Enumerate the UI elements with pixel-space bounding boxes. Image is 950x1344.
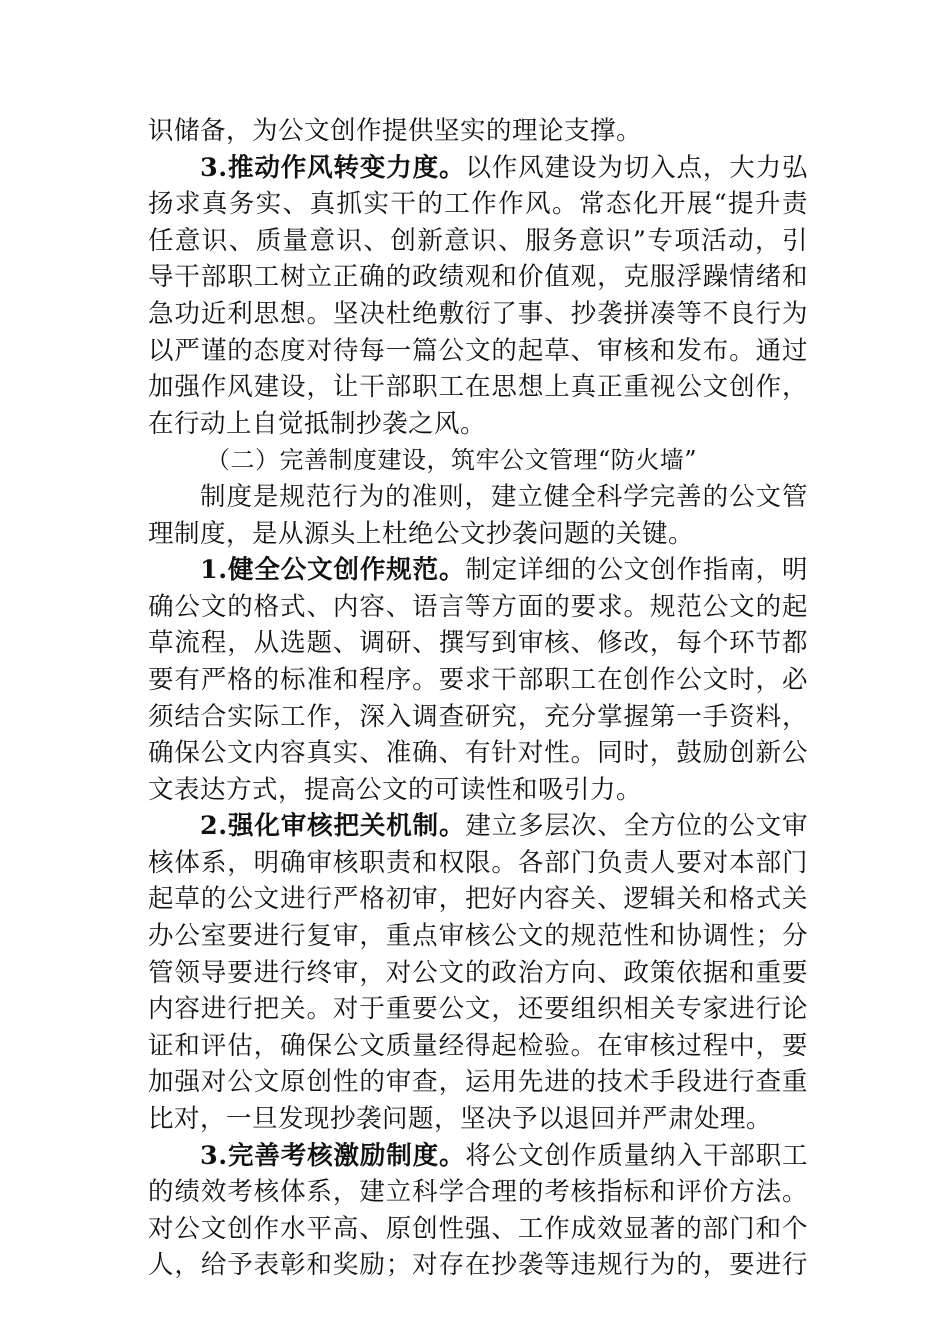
paragraph-text: 人，给予表彰和奖励；对存在抄袭等违规行为的，要进行 bbox=[148, 1250, 808, 1281]
paragraph-text: 证和评估，确保公文质量经得起检验。在审核过程中，要 bbox=[148, 1030, 808, 1061]
paragraph-lead: 3.推动作风转变力度。 bbox=[200, 152, 466, 183]
paragraph-text: 扬求真务实、真抓实干的工作作风。常态化开展“提升责 bbox=[148, 189, 808, 220]
paragraph-line bbox=[148, 516, 808, 553]
paragraph-text: 制定详细的公文创作指南，明 bbox=[465, 555, 808, 586]
paragraph-lead: 3.完善考核激励制度。 bbox=[200, 1140, 466, 1171]
paragraph-text: 起草的公文进行严格初审，把好内容关、逻辑关和格式关 bbox=[148, 884, 808, 915]
paragraph-text: 确公文的格式、内容、语言等方面的要求。规范公文的起 bbox=[148, 591, 808, 622]
paragraph-line bbox=[148, 991, 808, 1028]
paragraph-line bbox=[148, 1064, 808, 1101]
paragraph-line bbox=[148, 955, 808, 992]
paragraph-text: 以严谨的态度对待每一篇公文的起草、审核和发布。通过 bbox=[148, 335, 808, 366]
paragraph-line bbox=[148, 1211, 808, 1248]
paragraph-lead: 1.健全公文创作规范。 bbox=[200, 555, 466, 586]
paragraph-line bbox=[148, 625, 808, 662]
section-heading-text: （二）完善制度建设，筑牢公文管理“防火墙” bbox=[206, 446, 698, 475]
paragraph-line bbox=[148, 150, 808, 187]
paragraph-line bbox=[148, 881, 808, 918]
paragraph-line bbox=[148, 223, 808, 260]
paragraph-text: 核体系，明确审核职责和权限。各部门负责人要对本部门 bbox=[148, 847, 808, 878]
paragraph-text: 办公室要进行复审，重点审核公文的规范性和协调性；分 bbox=[148, 921, 808, 952]
paragraph-line bbox=[148, 296, 808, 333]
paragraph-line bbox=[148, 1028, 808, 1065]
paragraph-line bbox=[148, 259, 808, 296]
paragraph-line bbox=[148, 918, 808, 955]
paragraph-line bbox=[148, 662, 808, 699]
paragraph-text: 任意识、质量意识、创新意识、服务意识”专项活动，引 bbox=[148, 225, 808, 256]
paragraph-line bbox=[148, 845, 808, 882]
paragraph-text: 要有严格的标准和程序。要求干部职工在创作公文时，必 bbox=[148, 664, 808, 695]
paragraph-text: 急功近利思想。坚决杜绝敷衍了事、抄袭拼凑等不良行为 bbox=[148, 298, 808, 329]
paragraph-text: 内容进行把关。对于重要公文，还要组织相关专家进行论 bbox=[148, 994, 808, 1025]
paragraph-text: 识储备，为公文创作提供坚实的理论支撑。 bbox=[148, 116, 643, 146]
paragraph-text: 以作风建设为切入点，大力弘 bbox=[465, 152, 808, 183]
paragraph-text: 将公文创作质量纳入干部职工 bbox=[465, 1140, 808, 1171]
paragraph-text: 制度是规范行为的准则，建立健全科学完善的公文管 bbox=[200, 481, 808, 512]
paragraph-text: 加强作风建设，让干部职工在思想上真正重视公文创作， bbox=[148, 372, 808, 403]
paragraph-line bbox=[148, 186, 808, 223]
paragraph-line bbox=[148, 699, 808, 736]
paragraph-text: 管领导要进行终审，对公文的政治方向、政策依据和重要 bbox=[148, 957, 808, 988]
paragraph-line bbox=[148, 1101, 808, 1138]
paragraph-text: 的绩效考核体系，建立科学合理的考核指标和评价方法。 bbox=[148, 1177, 808, 1208]
paragraph-line bbox=[148, 772, 808, 809]
paragraph-text: 比对，一旦发现抄袭问题，坚决予以退回并严肃处理。 bbox=[148, 1104, 773, 1135]
paragraph-line bbox=[148, 808, 808, 845]
paragraph-line bbox=[148, 1174, 808, 1211]
paragraph-line bbox=[148, 479, 808, 516]
paragraph-line bbox=[148, 552, 808, 589]
paragraph-text: 文表达方式，提高公文的可读性和吸引力。 bbox=[148, 774, 643, 805]
section-heading bbox=[148, 442, 808, 479]
paragraph-text: 须结合实际工作，深入调查研究，充分掌握第一手资料， bbox=[148, 701, 808, 732]
paragraph-text: 确保公文内容真实、准确、有针对性。同时，鼓励创新公 bbox=[148, 738, 808, 769]
paragraph-text: 导干部职工树立正确的政绩观和价值观，克服浮躁情绪和 bbox=[148, 262, 808, 293]
paragraph-text: 草流程，从选题、调研、撰写到审核、修改，每个环节都 bbox=[148, 628, 808, 659]
document-body bbox=[148, 113, 808, 1284]
paragraph-line bbox=[148, 333, 808, 370]
paragraph-text: 建立多层次、全方位的公文审 bbox=[465, 811, 808, 842]
paragraph-text: 理制度，是从源头上杜绝公文抄袭问题的关键。 bbox=[148, 518, 695, 549]
paragraph-line bbox=[148, 406, 808, 443]
paragraph-line bbox=[148, 369, 808, 406]
paragraph-line bbox=[148, 1138, 808, 1175]
paragraph-text: 对公文创作水平高、原创性强、工作成效显著的部门和个 bbox=[148, 1213, 808, 1244]
paragraph-text: 加强对公文原创性的审查，运用先进的技术手段进行查重 bbox=[148, 1067, 808, 1098]
paragraph-line bbox=[148, 735, 808, 772]
paragraph-text: 在行动上自觉抵制抄袭之风。 bbox=[148, 408, 487, 439]
paragraph-line bbox=[148, 113, 808, 150]
paragraph-line bbox=[148, 1247, 808, 1284]
paragraph-line bbox=[148, 589, 808, 626]
paragraph-lead: 2.强化审核把关机制。 bbox=[200, 811, 466, 842]
